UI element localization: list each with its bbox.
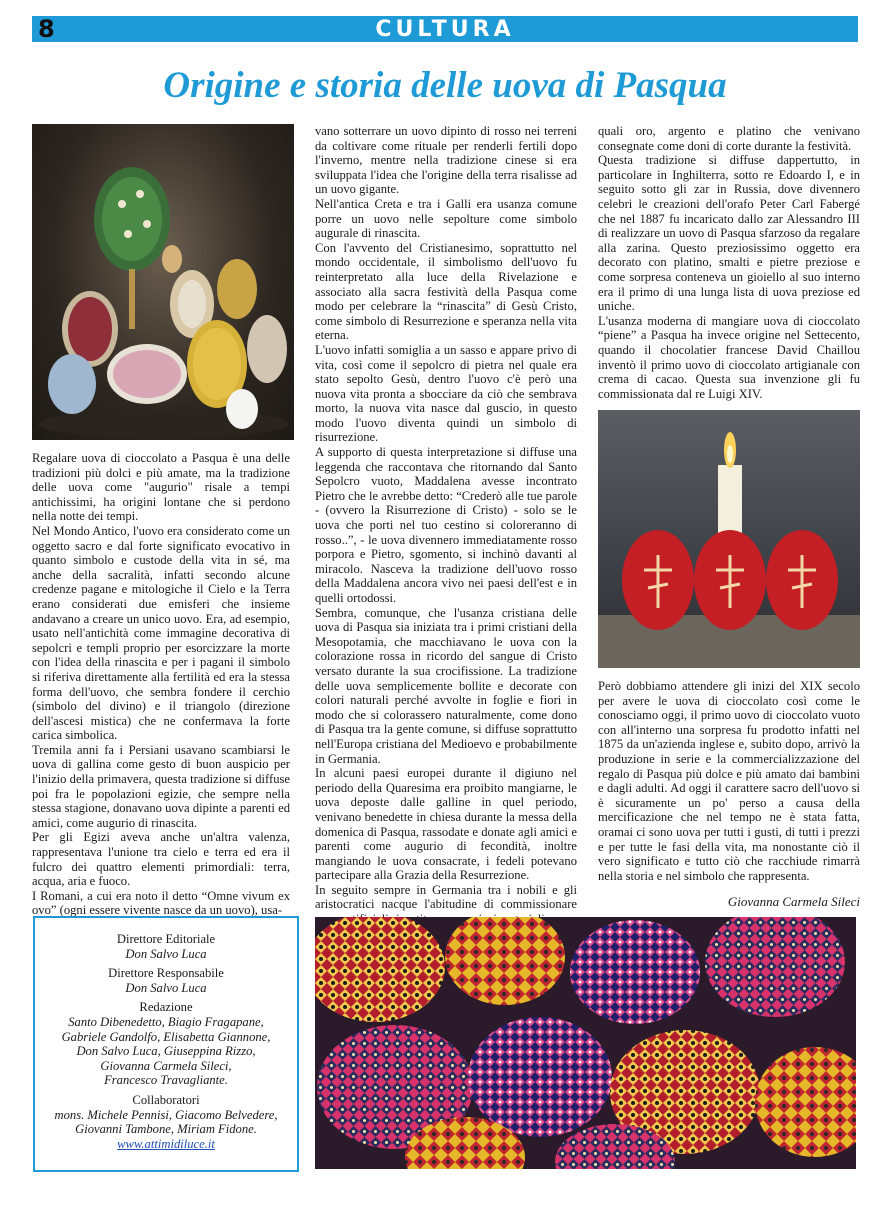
paragraph: In seguito sempre in Germania tra i nobili e gli aristocratici nacque l'abitudine di commissionare	[315, 882, 577, 912]
editorial-name: Francesco Travagliante.	[104, 1073, 228, 1088]
paragraph: Tremila anni fa i Persiani usavano scambiarsi le uova di gallina come gesto di buon auspicio per l'inizio della primavera, questa tradizione si diffuse poi fra le popolazioni egizie, che sempre nella stessa stagione, donavano uova dipinte a parenti ed amici, come augurio di rinascita.	[32, 742, 290, 830]
article-column-3-continued	[598, 679, 860, 883]
article-column-2	[315, 124, 577, 927]
author-signature: Giovanna Carmela Sileci	[727, 894, 860, 909]
candle-red-eggs-illustration	[598, 410, 860, 668]
candle-red-eggs-photo	[598, 410, 860, 668]
page-number: 8	[38, 15, 55, 43]
director-responsible-label: Direttore Responsabile	[108, 966, 224, 981]
paragraph: In alcuni paesi europei durante il digiuno nel periodo della Quaresima era proibito mangiarne, le uova deposte dalle galline in quel periodo, venivano benedette in chiesa durante la messa della domenica di Pasqua, rassodate e donate agli amici e parenti come augurio di fecondità, inoltre mangiando le uova consacrate, i fedeli potevano partecipare alla Grazia della Resurrezione.	[315, 766, 577, 883]
paragraph: vano sotterrare un uovo dipinto di rosso nei terreni da coltivare come rituale per renderli fertili dopo l'inverno, mentre nella tradizione cinese si era sviluppata l'idea che l'origine della terra risalisse ad un uovo gigante.	[315, 124, 577, 197]
paragraph: Però dobbiamo attendere gli inizi del XIX secolo per avere le uova di cioccolato così come le conosciamo oggi, il primo uovo di cioccolato vuoto con all'interno una sorpresa fu prodotto infatti nel 1875 da un'azienda inglese e, subito dopo, arrivò la produzione in serie e la commercializzazione del regalo di Pasqua più dolce e più amato dai bambini e dagli adulti. Ad oggi il carattere sacro dell'uovo si è sicuramente un po' perso a causa della mercificazione che nel tempo ne è stata fatta, oramai ci sono uova per tutti i gusti, di tutti i prezzi e per tutte le fasi della vita, ma nonostante ciò il vero significato e tutto ciò che racchiude rimarrà nella storia e nel simbolo che rappresenta.	[598, 679, 860, 883]
editorial-name: Don Salvo Luca, Giuseppina Rizzo,	[76, 1044, 256, 1059]
decorated-eggs-illustration	[315, 917, 856, 1169]
paragraph: I Romani, a cui era noto il detto “Omne vivum ex ovo” (ogni essere vivente nasce da un uovo), usa-	[32, 888, 290, 918]
paragraph: Per gli Egizi aveva anche un'altra valenza, rappresentava l'unione tra cielo e terra ed era il fulcro dei quattro elementi primordiali: terra, acqua, aria e fuoco.	[32, 830, 290, 889]
paragraph: Nell'antica Creta e tra i Galli era usanza comune porre un uovo nelle sepolture come simbolo augurale di rinascita.	[315, 196, 577, 241]
masthead-box	[33, 916, 299, 1172]
paragraph: Sembra, comunque, che l'usanza cristiana delle uova di Pasqua sia iniziata tra i primi cristiani della Mesopotamia, che macchiavano le uova con la colorazione rossa in ricordo del sangue di Cristo versato durante la sua crocifissione. La tradizione delle uova semplicemente bollite e decorate con colori naturali perché avvolte in foglie e fiori in modo che si colorassero naturalmente, come dono di Pasqua tra la gente comune, si diffuse soprattutto nell'Europa cristiana del Medioevo e probabilmente in Germania.	[315, 605, 577, 766]
article-column-1	[32, 451, 290, 918]
editorial-label: Redazione	[139, 1000, 193, 1015]
paragraph: L'uovo infatti somiglia a un sasso e appare privo di vita, così come il sepolcro di pietra nel quale era stato sepolto Gesù, dentro l'uovo c'è però una nuova vita pronta a sbocciare da ciò che sembrava morto, la nuova vita nasce dal guscio, in questo modo l'uovo diventa quindi un simbolo di risurrezione.	[315, 342, 577, 445]
collaborator-name: mons. Michele Pennisi, Giacomo Belvedere,	[54, 1107, 278, 1122]
director-editorial-name: Don Salvo Luca	[125, 946, 207, 961]
article-column-3	[598, 124, 860, 401]
paragraph: A supporto di questa interpretazione si diffuse una leggenda che raccontava che ritornando dal Santo Sepolcro vuoto, Maddalena avesse incontrato Pietro che le avrebbe detto: “Crederò alle tue parole - (ovvero la Risurrezione di Cristo) - solo se le uova che porti nel tuo cestino si coloreranno di rosso..”, - le uova divennero immediatamente rosso porpora e Pietro, sgomento, si inchinò davanti al miracolo. Nasceva la tradizione dell'uovo rosso della Maddalena ancora vivo nei paesi dell'est e in quelli ortodossi.	[315, 445, 577, 605]
website-link[interactable]: www.attimidiluce.it	[117, 1136, 215, 1151]
collaborator-name: Giovanni Tambone, Miriam Fidone.	[75, 1122, 257, 1137]
section-title: CULTURA	[375, 17, 515, 42]
editorial-name: Santo Dibenedetto, Biagio Fragapane,	[68, 1014, 264, 1029]
paragraph: Nel Mondo Antico, l'uovo era considerato come un oggetto sacro e dal forte significato evocativo in quanto simbolo e custode della vita in sé, ma anche della sacralità, infatti secondo alcune credenze pagane e mitologiche il Cielo e la Terra erano considerati due emisferi che insieme andavano a creare un unico uovo. Era, ad esempio, usato nell'antichità come immagine decorativa di sepolcri e templi proprio per esorcizzare la morte con l'idea della rinascita e per i pagani il simbolo si riferiva direttamente alla fertilità ed era la stessa forma dell'uovo, che sembra fondere il cerchio (simbolo del divino) e il triangolo (direzione dell'ascesi mistica) che ne confermava la forte carica simbolica.	[32, 523, 290, 743]
paragraph: Con l'avvento del Cristianesimo, soprattutto nel mondo occidentale, il simbolismo dell'uovo fu reinterpretato alla luce della Rivelazione e associato alla sacra festività della Pasqua come modo per celebrare la “rinascita” di Gesù Cristo, come simbolo di Resurrezione e speranza nella vita eterna.	[315, 240, 577, 343]
collaborators-label: Collaboratori	[132, 1092, 200, 1107]
editorial-name: Giovanna Carmela Sileci,	[100, 1058, 232, 1073]
paragraph: Regalare uova di cioccolato a Pasqua è una delle tradizioni più dolci e più amate, ma la tradizione delle uova come "augurio" risale a tempi antichissimi, ha origini lontane che si perdono nella notte dei tempi.	[32, 451, 290, 524]
article-title: Origine e storia delle uova di Pasqua	[163, 65, 727, 106]
paragraph: L'usanza moderna di mangiare uova di cioccolato “piene” a Pasqua ha invece origine nel Settecento, quando il chocolatier francese David Chaillou inventò il primo uovo di cioccolato artigianale con crema di cacao. Questa sua invenzione gli fu commissionata dal re Luigi XIV.	[598, 313, 860, 401]
paragraph: Questa tradizione si diffuse dappertutto, in particolare in Inghilterra, sotto re Edoardo I, e in seguito sotto gli zar in Russia, dove divennero celebri le creazioni dell'orafo Peter Carl Fabergé che nel 1887 fu incaricato dallo zar Alessandro III di realizzare un uovo di Pasqua sfarzoso da regalare alla zarina. Questo preziosissimo oggetto era decorato con platino, smalti e pietre preziose e come sorpresa conteneva un gioiello al suo interno era il primo di una lunga lista di uova preziose ed uniche.	[598, 153, 860, 314]
director-editorial-label: Direttore Editoriale	[116, 932, 216, 946]
decorated-eggs-photo	[315, 917, 856, 1169]
faberge-eggs-photo	[32, 124, 294, 440]
editorial-name: Gabriele Gandolfo, Elisabetta Giannone,	[61, 1029, 271, 1044]
director-responsible-name: Don Salvo Luca	[125, 980, 207, 995]
faberge-eggs-illustration	[32, 124, 294, 440]
paragraph: quali oro, argento e platino che venivano consegnate come doni di corte durante la festività.	[598, 124, 860, 153]
